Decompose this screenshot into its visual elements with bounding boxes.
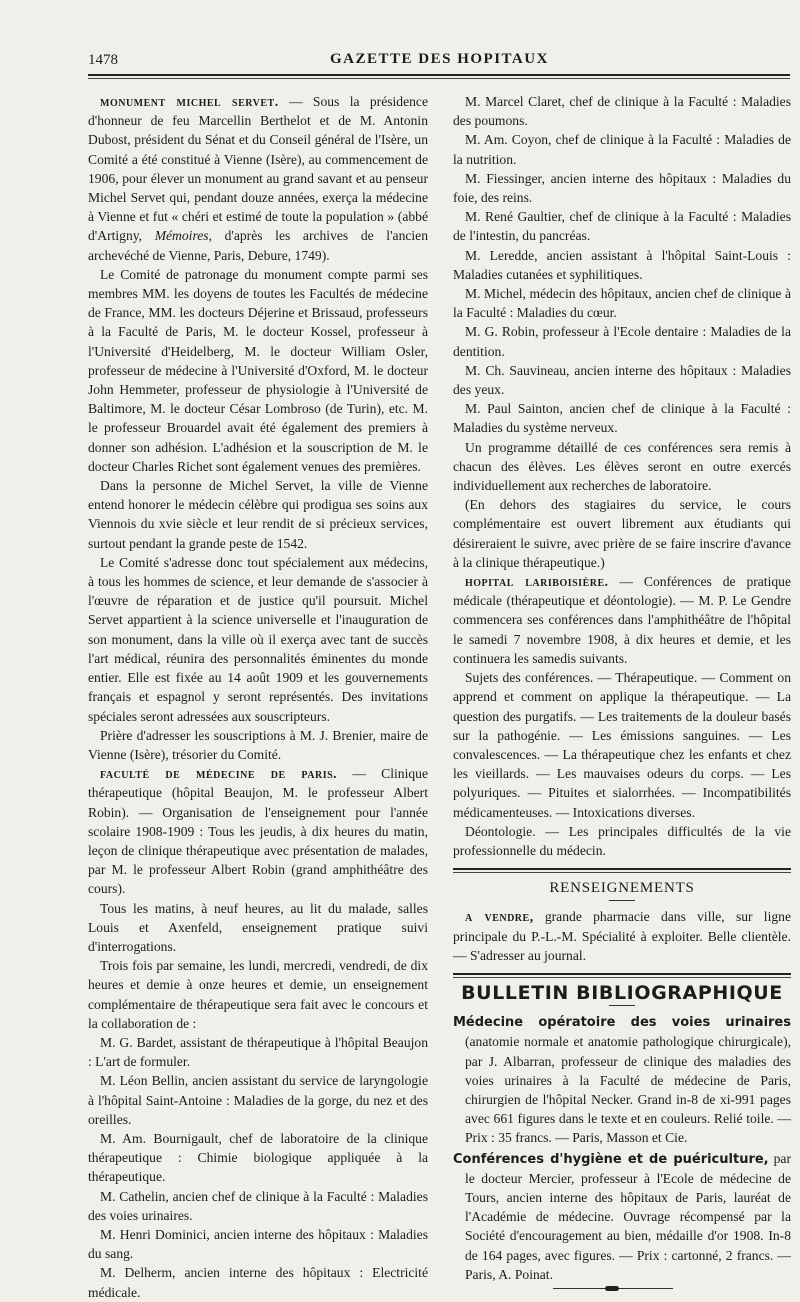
paragraph: M. Paul Sainton, ancien chef de clinique à la Faculté : Maladies du système nerveux. xyxy=(453,401,791,436)
paragraph: M. Marcel Claret, chef de clinique à la Faculté : Maladies des poumons. xyxy=(453,94,791,129)
paragraph: faculté de médecine de paris. — Clinique thérapeutique (hôpital Beaujon, M. le professeur Albert Robin). — Organisation de l'enseignement pour l'année scolaire 1908-1909 : Tous les jeudis, à dix heures du matin, leçon de clinique thérapeutique avec présentation de malades, par M. le professeur Albert Robin (grand amphithéâtre des cours). xyxy=(88,766,428,897)
section-divider-thin xyxy=(453,872,791,873)
section-divider xyxy=(453,973,791,975)
bibliography-entry: Conférences d'hygiène et de puériculture, par le docteur Mercier, professeur à l'Ecole de médecine de Tours, ancien interne des hôpitaux de Paris, lauréat de l'Académie de médecine. Ouvrage récompensé par la Société d'encouragement au bien, médaille d'or 1908. In-8 de 164 pages, avec figures. — Prix : cartonné, 2 francs. — Paris, A. Poinat. xyxy=(453,1150,791,1282)
paragraph-lead: hopital lariboisière. xyxy=(465,574,609,590)
paragraph: M. Henri Dominici, ancien interne des hôpitaux : Maladies du sang. xyxy=(88,1226,428,1262)
running-title: GAZETTE DES HOPITAUX xyxy=(330,51,549,67)
paragraph: Le Comité s'adresse donc tout spécialement aux médecins, à tous les hommes de science, et leur demande de s'associer à l'œuvre de réparation et de justice qu'il poursuit. Michel Servet appartient à la science universelle et l'inauguration de son monument, dans la ville où il exerça avec tant de succès l'art médical, réunira des personnalités éminentes du monde entier. Elle est fixée au 14 août 1909 et les gouvernements français et espagnol y seront représentés. Des invitations spéciales seront adressées aux souscripteurs. xyxy=(88,554,428,724)
paragraph-lead: a vendre, xyxy=(465,909,534,925)
section-title-bulletin: BULLETIN BIBLIOGRAPHIQUE xyxy=(461,981,783,1004)
paragraph: M. Delherm, ancien interne des hôpitaux : Electricité médicale. xyxy=(88,1265,428,1300)
paragraph: M. Léon Bellin, ancien assistant du service de laryngologie à l'hôpital Saint-Antoine : Maladies de la gorge, du nez et des oreilles. xyxy=(88,1073,428,1127)
paragraph: Sujets des conférences. — Thérapeutique. — Comment on apprend et comment on applique la thérapeutique. — La question des purgatifs. — Les traitements de la douleur basés sur la pathogénie. — Les émissions sanguines. — Les convalescences. — La thérapeutique chez les enfants et chez les vieillards. — Les mauvaises odeurs du corps. — Les polyuriques. — Pituites et sialorrhées. — Incompatibilités médicamenteuses. — Intoxications diverses. xyxy=(453,670,791,820)
paragraph: monument michel servet. — Sous la présidence d'honneur de feu Marcellin Berthelot et de M. Antonin Dubost, président du Sénat et du Conseil général de l'Isère, un Comité a été constitué à Vienne (Isère), au commencement de 1906, pour élever un monument au grand savant et au penseur Michel Servet qui, pendant douze années, exerça la médecine à Vienne et fut « chéri et estimé de toute la population » (abbé d'Artigny, Mémoires, d'après les archives de l'ancien archevéché de Vienne, Paris, Debure, 1749). xyxy=(88,94,429,263)
paragraph: M. René Gaultier, chef de clinique à la Faculté : Maladies de l'intestin, du pancréas. xyxy=(453,209,791,244)
paragraph: M. G. Robin, professeur à l'Ecole dentaire : Maladies de la dentition. xyxy=(453,324,791,359)
paragraph: Déontologie. — Les principales difficultés de la vie professionnelle du médecin. xyxy=(453,823,791,858)
paragraph: M. Am. Bournigault, chef de laboratoire de la clinique thérapeutique : Chimie biologique appliquée à la thérapeutique. xyxy=(88,1130,428,1185)
paragraph: Tous les matins, à neuf heures, au lit du malade, salles Louis et Axenfeld, enseignement pratique suivi d'interrogations. xyxy=(88,900,428,954)
page-number: 1478 xyxy=(88,52,118,68)
paragraph: M. Cathelin, ancien chef de clinique à la Faculté : Maladies des voies urinaires. xyxy=(88,1188,428,1223)
end-ornament xyxy=(553,1288,673,1289)
paragraph: Un programme détaillé de ces conférences sera remis à chacun des élèves. Les élèves seront en outre exercés individuellement aux recherches de laboratoire. xyxy=(453,439,791,494)
section-divider-thin xyxy=(453,977,791,978)
paragraph-lead: monument michel servet. xyxy=(100,94,279,109)
book-title: Médecine opératoire des voies urinaires xyxy=(453,1015,791,1031)
section-divider xyxy=(453,868,791,870)
book-title: Conférences d'hygiène et de puériculture, xyxy=(453,1151,769,1167)
paragraph: M. Ch. Sauvineau, ancien interne des hôpitaux : Maladies des yeux. xyxy=(453,362,791,398)
paragraph: M. Leredde, ancien assistant à l'hôpital Saint-Louis : Maladies cutanées et syphilitiques. xyxy=(453,247,791,282)
header-rule-thin xyxy=(88,78,790,79)
classified-ad: a vendre, grande pharmacie dans ville, sur ligne principale du P.-L.-M. Spécialité à exploiter. Belle clientèle. — S'adresser au journal. xyxy=(453,909,791,963)
paragraph: Dans la personne de Michel Servet, la ville de Vienne entend honorer le médecin célèbre qui prodigua ses soins aux Viennois du xvie siècle et leur rendit de si précieux services, surtout pendant la grande peste de 1542. xyxy=(88,478,428,551)
paragraph: M. Fiessinger, ancien interne des hôpitaux : Maladies du foie, des reins. xyxy=(453,170,791,206)
paragraph: M. Am. Coyon, chef de clinique à la Faculté : Maladies de la nutrition. xyxy=(453,132,791,167)
bibliography-list xyxy=(453,1012,791,1284)
paragraph: Le Comité de patronage du monument compte parmi ses membres MM. les doyens de toutes les Facultés de médecine de France, MM. les docteurs Déjerine et Brissaud, professeurs à la Faculté de Paris, M. le docteur Kossel, professeur à l'Université d'Heidelberg, M. le docteur William Osler, professeur de médecine à l'Université d'Oxford, M. le docteur John Hemmeter, professeur de physiologie à l'Université de Baltimore, M. le docteur César Lombroso (de Turin), etc. M. le professeur Brouardel avait été également des premiers à donner son adhésion. L'adhésion et la souscription de M. le docteur Charles Richet sont également venues des premières. xyxy=(88,266,428,474)
paragraph: hopital lariboisière. — Conférences de pratique médicale (thérapeutique et déontologie). — M. P. Le Gendre commencera ses conférences dans l'amphithéâtre de l'hôpital le samedi 7 novembre 1908, à dix heures et demie, et les continuera les samedis suivants. xyxy=(453,574,791,666)
paragraph-lead: faculté de médecine de paris. xyxy=(100,766,338,782)
paragraph: (En dehors des stagiaires du service, le cours complémentaire est ouvert librement aux étudiants qui désireraient le suivre, avec prière de se faire inscrire d'avance à la clinique thérapeutique.) xyxy=(453,497,791,570)
paragraph: Prière d'adresser les souscriptions à M. J. Brenier, maire de Vienne (Isère), trésorier du Comité. xyxy=(88,727,428,762)
bibliography-entry: Médecine opératoire des voies urinaires (anatomie normale et anatomie pathologique chirurgicale), par J. Albarran, professeur de clinique des maladies des voies urinaires à la Faculté de médecine de Paris, chirurgien de l'hôpital Necker. Grand in-8 de xi-991 pages avec 661 figures dans le texte et en couleurs. Relié toile. — Prix : 35 francs. — Paris, Masson et Cie. xyxy=(453,1015,791,1146)
section-title-renseignements: RENSEIGNEMENTS xyxy=(549,880,695,897)
header-rule xyxy=(88,74,790,76)
right-column xyxy=(453,92,791,1289)
paragraph: Trois fois par semaine, les lundi, mercredi, vendredi, de dix heures et demie à onze heures et demie, un enseignement complémentaire de thérapeutique sera fait avec le concours et la collaboration de : xyxy=(88,958,428,1031)
left-column xyxy=(88,92,428,1302)
title-underline xyxy=(609,1005,635,1006)
title-underline xyxy=(609,900,635,901)
paragraph: M. Michel, médecin des hôpitaux, ancien chef de clinique à la Faculté : Maladies du cœur. xyxy=(453,286,791,321)
paragraph: M. G. Bardet, assistant de thérapeutique à l'hôpital Beaujon : L'art de formuler. xyxy=(88,1034,428,1070)
